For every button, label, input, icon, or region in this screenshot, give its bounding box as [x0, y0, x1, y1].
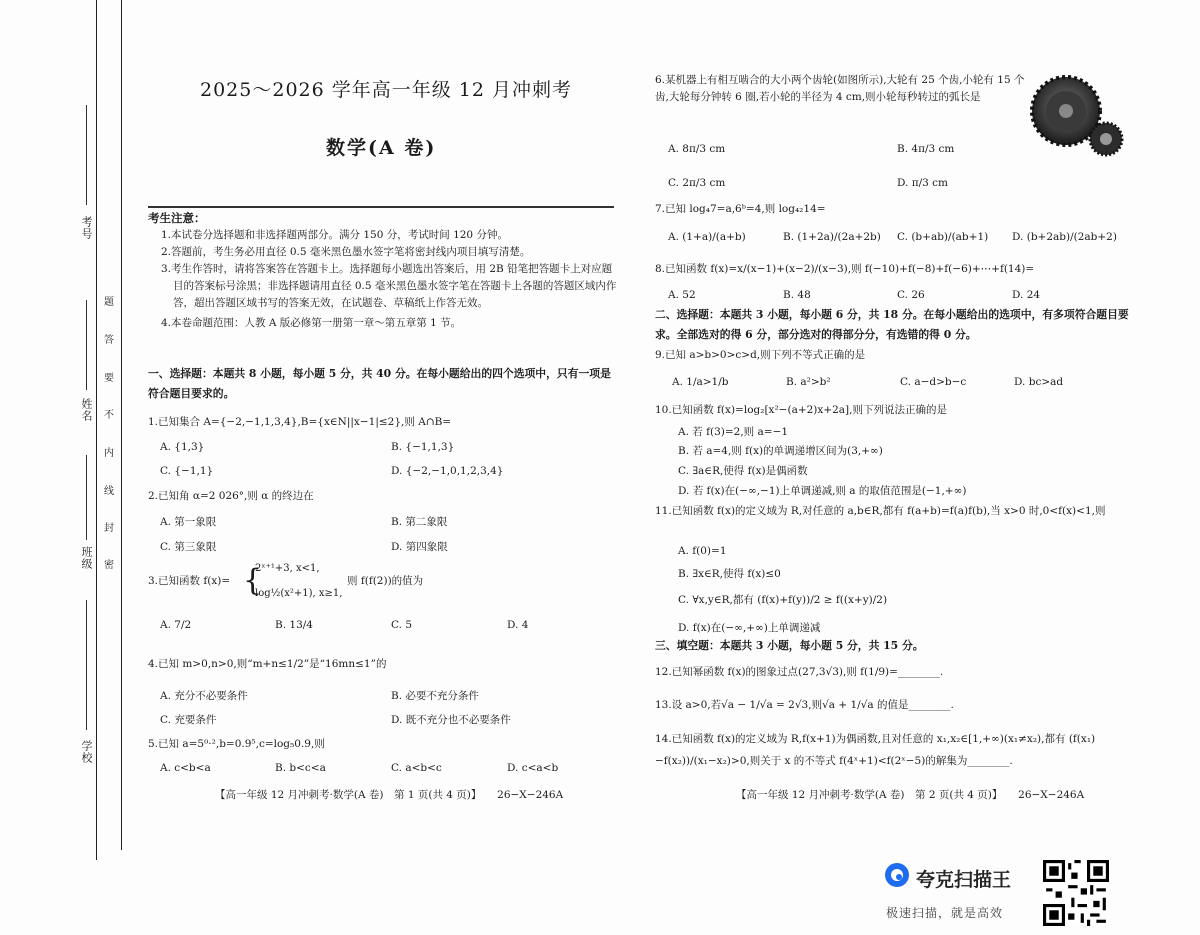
- question-9: 9.已知 a>b>0>c>d,则下列不等式正确的是: [655, 349, 866, 361]
- margin-line-outer: [96, 0, 97, 860]
- seal-char: 要: [104, 373, 114, 384]
- brace: {: [243, 563, 263, 598]
- q7-option-b: B. (1+2a)/(2a+2b): [783, 231, 881, 243]
- scanner-slogan: 极速扫描，就是高效: [886, 906, 1004, 920]
- question-12: 12.已知幂函数 f(x)的图象过点(27,3√3),则 f(1/9)=________.: [655, 666, 944, 678]
- q11-option-a: A. f(0)=1: [678, 545, 727, 557]
- notice-item: 3.考生作答时，请将答案答在答题卡上。选择题每小题选出答案后，用 2B 铅笔把答题卡上对应题目的答案标号涂黑；非选择题请用直径 0.5 毫米黑色墨水签字笔在答题卡上各题的答题区域内作答，超出答题区域书写的答案无效，在试题卷、草稿纸上作答无效。: [161, 263, 617, 309]
- q2-option-d: D. 第四象限: [391, 541, 448, 553]
- xingming-line: [86, 300, 87, 390]
- kaohao-label: 考号: [80, 216, 93, 240]
- quark-logo-icon: [884, 862, 910, 888]
- margin-line-inner: [121, 0, 122, 850]
- q11-option-d: D. f(x)在(−∞,+∞)上单调递减: [678, 622, 821, 634]
- question-3-case2: log½(x²+1), x≥1,: [255, 588, 343, 599]
- q5-option-a: A. c<b<a: [160, 762, 211, 774]
- q6-option-a: A. 8π/3 cm: [668, 143, 726, 155]
- q5-option-c: C. a<b<c: [391, 762, 442, 774]
- q2-option-a: A. 第一象限: [160, 516, 217, 528]
- q9-option-a: A. 1/a>1/b: [672, 376, 729, 388]
- q2-option-c: C. 第三象限: [160, 541, 217, 553]
- gear-image: [1028, 73, 1124, 163]
- seal-char: 不: [104, 410, 114, 421]
- question-3-case1: 2ˣ⁺¹+3, x<1,: [255, 563, 320, 574]
- q5-option-b: B. b<c<a: [275, 762, 326, 774]
- question-2: 2.已知角 α=2 026°,则 α 的终边在: [148, 490, 314, 502]
- qr-code-icon: [1043, 860, 1109, 926]
- exam-subtitle: 数学(A 卷): [326, 137, 437, 159]
- q6-option-c: C. 2π/3 cm: [668, 177, 726, 189]
- notice-head: 考生注意：: [148, 211, 206, 225]
- q7-option-c: C. (b+ab)/(ab+1): [897, 231, 989, 243]
- q4-option-c: C. 充要条件: [160, 714, 217, 726]
- question-3-suffix: 则 f(f(2))的值为: [347, 575, 424, 587]
- section-2-heading: 二、选择题：本题共 3 小题，每小题 6 分，共 18 分。在每小题给出的选项中，有多项符合题目要求。全部选对的得 6 分，部分选对的得部分分，有选错的得 0 分。: [655, 308, 1129, 341]
- question-1: 1.已知集合 A={−2,−1,1,3,4},B={x∈N||x−1|≤2},则 A∩B=: [148, 416, 452, 428]
- notice-item: 2.答题前，考生务必用直径 0.5 毫米黑色墨水签字笔将密封线内项目填写清楚。: [161, 246, 531, 258]
- notice-item: 4.本卷命题范围：人教 A 版必修第一册第一章～第五章第 1 节。: [161, 317, 462, 329]
- seal-char: 线: [104, 486, 114, 497]
- question-11: 11.已知函数 f(x)的定义域为 R,对任意的 a,b∈R,都有 f(a+b)=f(a)f(b),当 x>0 时,0<f(x)<1,则: [655, 505, 1106, 517]
- q8-option-c: C. 26: [897, 289, 925, 301]
- question-8: 8.已知函数 f(x)=x/(x−1)+(x−2)/(x−3),则 f(−10)+f(−8)+f(−6)+⋯+f(14)=: [655, 263, 1035, 275]
- section-1-heading: 一、选择题：本题共 8 小题，每小题 5 分，共 40 分。在每小题给出的四个选项中，只有一项是符合题目要求的。: [148, 367, 611, 400]
- notice-box: [148, 210, 618, 332]
- q10-option-a: A. 若 f(3)=2,则 a=−1: [678, 426, 789, 438]
- q1-option-d: D. {−2,−1,0,1,2,3,4}: [391, 465, 504, 477]
- xingming-label: 姓名: [80, 398, 93, 422]
- q1-option-b: B. {−1,1,3}: [391, 441, 455, 453]
- q4-option-d: D. 既不充分也不必要条件: [391, 714, 511, 726]
- q2-option-b: B. 第二象限: [391, 516, 448, 528]
- q8-option-a: A. 52: [668, 289, 696, 301]
- q9-option-b: B. a²>b²: [786, 376, 831, 388]
- q6-option-b: B. 4π/3 cm: [897, 143, 955, 155]
- question-7: 7.已知 log₄7=a,6ᵇ=4,则 log₄₂14=: [655, 203, 826, 215]
- q10-option-c: C. ∃a∈R,使得 f(x)是偶函数: [678, 465, 808, 477]
- seal-char: 内: [104, 448, 114, 459]
- right-page-footer: 【高一年级 12 月冲刺考·数学(A 卷) 第 2 页(共 4 页)】 26−X−246A: [736, 789, 1085, 801]
- question-10: 10.已知函数 f(x)=log₂[x²−(a+2)x+2a],则下列说法正确的是: [655, 404, 947, 416]
- seal-char: 答: [104, 335, 114, 346]
- q4-option-a: A. 充分不必要条件: [160, 690, 248, 702]
- q3-option-d: D. 4: [507, 619, 529, 631]
- section-3-heading: 三、填空题：本题共 3 小题，每小题 5 分，共 15 分。: [655, 639, 924, 652]
- question-6: 6.某机器上有相互啮合的大小两个齿轮(如图所示),大轮有 25 个齿,小轮有 15 个齿,大轮每分钟转 6 圈,若小轮的半径为 4 cm,则小轮每秒转过的弧长是: [655, 74, 1025, 103]
- seal-char: 密: [104, 560, 114, 571]
- seal-char: 题: [104, 297, 114, 308]
- q10-option-d: D. 若 f(x)在(−∞,−1)上单调递减,则 a 的取值范围是(−1,+∞): [678, 485, 967, 497]
- q3-option-c: C. 5: [391, 619, 413, 631]
- q10-option-b: B. 若 a=4,则 f(x)的单调递增区间为(3,+∞): [678, 445, 883, 457]
- banji-line: [86, 455, 87, 540]
- q1-option-c: C. {−1,1}: [160, 465, 214, 477]
- kaohao-line: [86, 105, 87, 205]
- q9-option-c: C. a−d>b−c: [900, 376, 967, 388]
- header-rule: [148, 206, 614, 208]
- banji-label: 班级: [80, 546, 93, 570]
- q3-option-b: B. 13/4: [275, 619, 313, 631]
- exam-title: 2025～2026 学年高一年级 12 月冲刺考: [200, 79, 573, 101]
- q9-option-d: D. bc>ad: [1014, 376, 1064, 388]
- q8-option-d: D. 24: [1012, 289, 1041, 301]
- scanner-brand: 夸克扫描王: [916, 869, 1012, 891]
- notice-item: 1.本试卷分选择题和非选择题两部分。满分 150 分，考试时间 120 分钟。: [161, 229, 508, 241]
- question-13: 13.设 a>0,若√a − 1/√a = 2√3,则√a + 1/√a 的值是________.: [655, 699, 954, 711]
- q7-option-d: D. (b+2ab)/(2ab+2): [1012, 231, 1117, 243]
- q11-option-c: C. ∀x,y∈R,都有 (f(x)+f(y))/2 ≥ f((x+y)/2): [678, 594, 888, 606]
- q5-option-d: D. c<a<b: [507, 762, 559, 774]
- q4-option-b: B. 必要不充分条件: [391, 690, 479, 702]
- question-14: 14.已知函数 f(x)的定义域为 R,f(x+1)为偶函数,且对任意的 x₁,x₂∈[1,+∞)(x₁≠x₂),都有 (f(x₁)−f(x₂))/(x₁−x₂)>0,则关于 x 的不等式 f(4ˣ+1)<f(2ˣ−5)的解集为________.: [655, 733, 1096, 767]
- q11-option-b: B. ∃x∈R,使得 f(x)≤0: [678, 568, 781, 580]
- question-4: 4.已知 m>0,n>0,则“m+n≤1/2”是“16mn≤1”的: [148, 658, 387, 670]
- question-3-prefix: 3.已知函数 f(x)=: [148, 575, 231, 587]
- q8-option-b: B. 48: [783, 289, 811, 301]
- seal-char: 封: [104, 523, 114, 534]
- xuexiao-label: 学校: [80, 740, 93, 764]
- question-5: 5.已知 a=5⁰·²,b=0.9⁵,c=log₅0.9,则: [148, 738, 325, 750]
- q6-option-d: D. π/3 cm: [897, 177, 949, 189]
- q1-option-a: A. {1,3}: [160, 441, 205, 453]
- left-page-footer: 【高一年级 12 月冲刺考·数学(A 卷) 第 1 页(共 4 页)】 26−X−246A: [215, 789, 564, 801]
- xuexiao-line: [86, 600, 87, 730]
- q7-option-a: A. (1+a)/(a+b): [668, 231, 746, 243]
- q3-option-a: A. 7/2: [160, 619, 192, 631]
